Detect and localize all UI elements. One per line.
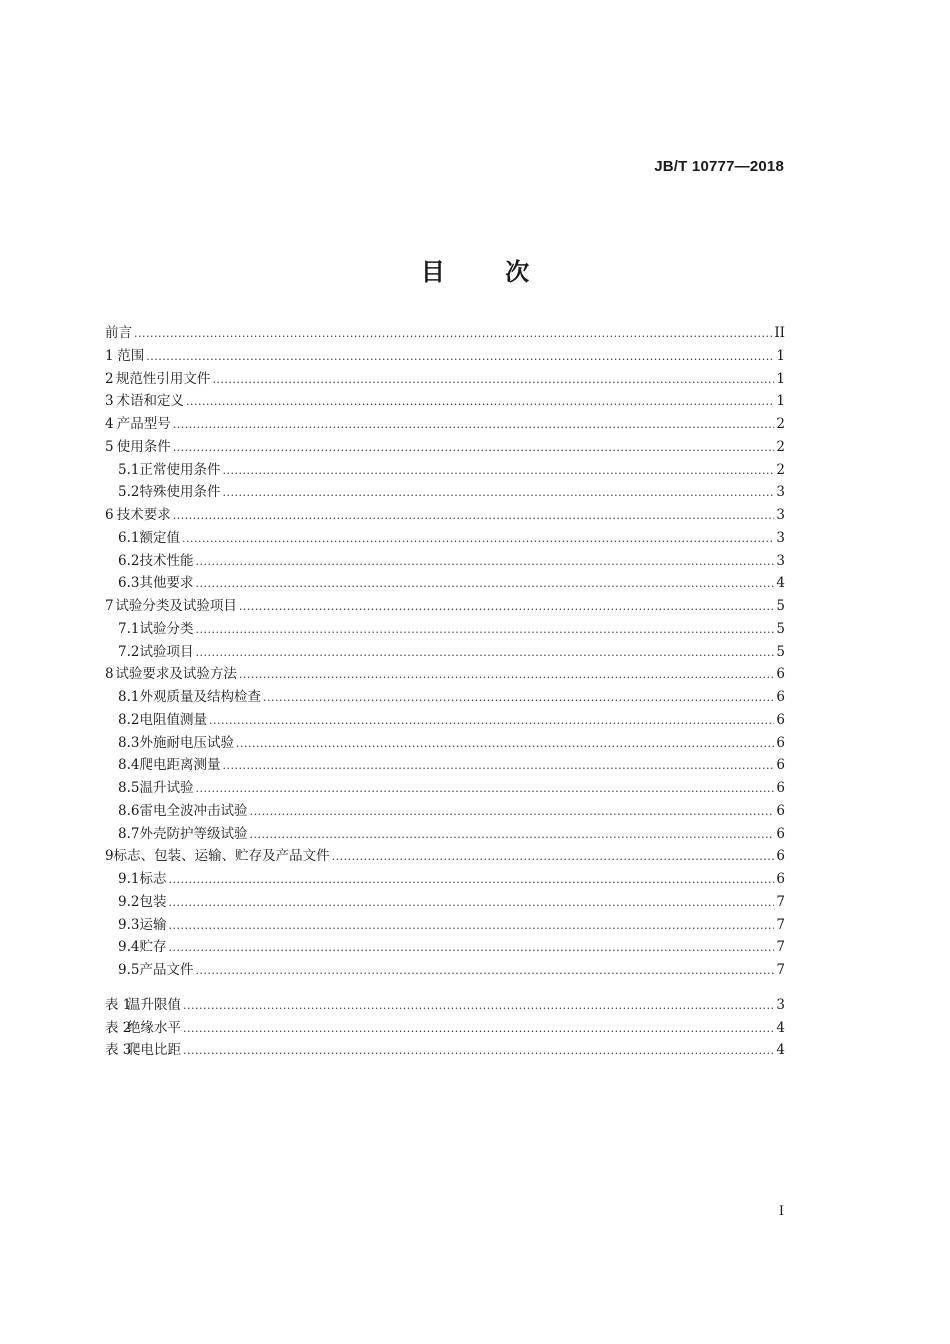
toc-entry-label: 外施耐电压试验 <box>139 734 234 751</box>
toc-entry-label: 规范性引用文件 <box>115 370 211 387</box>
toc-entry-label: 试验项目 <box>139 643 194 660</box>
dot-leader <box>173 414 775 437</box>
dot-leader <box>183 1040 774 1063</box>
toc-entry-label: 温升限值 <box>127 996 181 1013</box>
toc-entry[interactable] <box>105 368 785 391</box>
dot-leader <box>168 869 774 892</box>
toc-entry-page: II <box>774 325 785 341</box>
dot-leader <box>183 1018 774 1041</box>
toc-entry-label: 包装 <box>139 893 167 910</box>
toc-entry-page: 2 <box>776 461 785 478</box>
toc-entry-number: 4 <box>105 416 114 432</box>
table-list-entry[interactable] <box>105 994 785 1017</box>
toc-entry-label: 标志、包装、运输、贮存及产品文件 <box>113 848 330 865</box>
toc-entry-label: 爬电距离测量 <box>139 757 221 774</box>
toc-entry-label: 正常使用条件 <box>139 461 221 478</box>
toc-entry[interactable] <box>105 322 785 345</box>
toc-entry[interactable] <box>105 959 785 982</box>
toc-entry-number: 表 1 <box>105 996 132 1013</box>
toc-entry-label: 额定值 <box>139 529 180 546</box>
toc-entry[interactable] <box>105 618 785 641</box>
toc-entry-label: 技术性能 <box>139 552 194 569</box>
dot-leader <box>222 755 774 778</box>
toc-entry[interactable] <box>105 595 785 618</box>
toc-entry-label: 试验分类及试验项目 <box>115 598 237 614</box>
toc-entry-page: 6 <box>776 711 785 728</box>
toc-entry-number: 8.6 <box>118 802 140 819</box>
toc-entry-label: 标志 <box>139 871 167 887</box>
toc-entry-label: 产品文件 <box>139 962 194 978</box>
title-char-2: 次 <box>505 258 530 286</box>
toc-entry-number: 7 <box>105 598 114 614</box>
dot-leader <box>195 573 774 596</box>
toc-entry-page: 6 <box>776 825 785 842</box>
title-char-1: 目 <box>420 258 445 286</box>
toc-entry-page: 4 <box>776 575 785 592</box>
toc-entry-label: 雷电全波冲击试验 <box>139 802 248 819</box>
toc-entry[interactable] <box>105 914 785 937</box>
dot-leader <box>182 528 774 551</box>
dot-leader <box>146 346 774 369</box>
toc-entry-page: 6 <box>776 780 785 796</box>
toc-entry-page: 6 <box>776 689 785 705</box>
toc-entry-label: 外观质量及结构检查 <box>139 689 261 705</box>
toc-entry-number: 8.1 <box>118 689 140 705</box>
table-list-entry[interactable] <box>105 1017 785 1040</box>
toc-entry-page: 6 <box>776 734 785 751</box>
dot-leader <box>249 801 774 824</box>
toc-entry-number: 9 <box>105 848 114 865</box>
table-of-contents <box>105 322 785 1062</box>
toc-entry-number: 8.7 <box>118 825 140 842</box>
toc-entry-label: 技术要求 <box>116 507 171 523</box>
dot-leader <box>173 505 775 528</box>
document-code: JB/T 10777—2018 <box>654 158 784 175</box>
toc-entry-page: 6 <box>776 802 785 819</box>
dot-leader <box>195 778 774 801</box>
toc-entry-page: 1 <box>776 347 785 364</box>
toc-entry-number: 6.2 <box>118 552 140 569</box>
section-gap <box>105 982 785 994</box>
dot-leader <box>134 323 772 346</box>
toc-entry-page: 7 <box>776 939 785 956</box>
toc-entry-page: 7 <box>776 916 785 933</box>
toc-entry-number: 5.2 <box>118 484 140 501</box>
footer-page-number: I <box>778 1204 784 1219</box>
toc-entry-number: 7.2 <box>118 643 140 660</box>
toc-entry-number: 9.5 <box>118 962 140 978</box>
dot-leader <box>222 482 774 505</box>
toc-entry-number: 表 2 <box>105 1019 132 1036</box>
dot-leader <box>183 995 774 1018</box>
dot-leader <box>263 687 774 710</box>
dot-leader <box>209 710 774 733</box>
toc-entry-number: 9.1 <box>118 871 140 887</box>
toc-entry-number: 6.1 <box>118 529 140 546</box>
toc-entry-number: 7.1 <box>118 620 140 637</box>
toc-entry-page: 2 <box>776 416 785 432</box>
toc-entry[interactable] <box>105 686 785 709</box>
toc-entry[interactable] <box>105 823 785 846</box>
toc-entry[interactable] <box>105 436 785 459</box>
toc-entry[interactable] <box>105 732 785 755</box>
toc-entry-number: 8.4 <box>118 757 140 774</box>
toc-entry-page: 3 <box>776 996 785 1013</box>
toc-entry-page: 7 <box>776 962 785 978</box>
toc-entry-number: 5.1 <box>118 461 140 478</box>
dot-leader <box>195 960 774 983</box>
toc-entry[interactable] <box>105 345 785 368</box>
toc-entry-number: 9.2 <box>118 893 140 910</box>
toc-entry-number: 8 <box>105 666 114 683</box>
toc-entry-label: 产品型号 <box>116 416 171 432</box>
toc-entry-label: 温升试验 <box>139 780 194 796</box>
dot-leader <box>168 915 774 938</box>
toc-entry-page: 7 <box>776 893 785 910</box>
dot-leader <box>195 619 774 642</box>
toc-entry-page: 6 <box>776 848 785 865</box>
toc-entry[interactable] <box>105 709 785 732</box>
toc-entry-page: 5 <box>776 643 785 660</box>
toc-entry-number: 8.3 <box>118 734 140 751</box>
toc-entry-label: 特殊使用条件 <box>139 484 221 501</box>
toc-entry-number: 3 <box>105 393 114 410</box>
toc-entry[interactable] <box>105 527 785 550</box>
toc-entry-label: 前言 <box>105 325 132 341</box>
toc-entry[interactable] <box>105 800 785 823</box>
toc-entry-page: 6 <box>776 871 785 887</box>
toc-entry-page: 5 <box>776 620 785 637</box>
toc-entry-number: 2 <box>105 370 114 387</box>
toc-entry[interactable] <box>105 550 785 573</box>
toc-entry-label: 其他要求 <box>139 575 194 592</box>
toc-entry[interactable] <box>105 641 785 664</box>
toc-entry-page: 1 <box>776 393 785 410</box>
toc-entry-page: 3 <box>776 529 785 546</box>
toc-entry-page: 6 <box>776 757 785 774</box>
toc-entry-page: 3 <box>776 552 785 569</box>
toc-entry-page: 4 <box>776 1019 785 1036</box>
dot-leader <box>168 892 774 915</box>
toc-entry-number: 9.4 <box>118 939 140 956</box>
dot-leader <box>212 369 774 392</box>
toc-entry-page: 3 <box>776 507 785 523</box>
toc-entry-page: 1 <box>776 370 785 387</box>
toc-entry-number: 8.5 <box>118 780 140 796</box>
toc-entry[interactable] <box>105 572 785 595</box>
toc-entry-page: 5 <box>776 598 785 614</box>
toc-entry-page: 3 <box>776 484 785 501</box>
toc-entry[interactable] <box>105 777 785 800</box>
toc-entry-label: 试验分类 <box>139 620 194 637</box>
toc-entry[interactable] <box>105 754 785 777</box>
dot-leader <box>222 460 774 483</box>
toc-entry[interactable] <box>105 481 785 504</box>
dot-leader <box>249 824 774 847</box>
page-title <box>0 252 950 287</box>
toc-entry[interactable] <box>105 845 785 868</box>
toc-entry-page: 6 <box>776 666 785 683</box>
toc-entry-label: 绝缘水平 <box>127 1019 181 1036</box>
toc-entry-label: 电阻值测量 <box>139 711 207 728</box>
toc-entry[interactable] <box>105 663 785 686</box>
toc-entry-number: 9.3 <box>118 916 140 933</box>
dot-leader <box>173 437 775 460</box>
dot-leader <box>195 642 774 665</box>
toc-entry-number: 表 3 <box>105 1042 132 1059</box>
dot-leader <box>239 596 774 619</box>
toc-entry[interactable] <box>105 504 785 527</box>
toc-entry-page: 4 <box>776 1042 785 1059</box>
toc-entry[interactable] <box>105 459 785 482</box>
toc-entry-page: 2 <box>776 438 785 455</box>
dot-leader <box>332 846 775 869</box>
dot-leader <box>239 664 774 687</box>
toc-entry-number: 5 <box>105 438 114 455</box>
table-list-entry[interactable] <box>105 1039 785 1062</box>
toc-entry[interactable] <box>105 413 785 436</box>
toc-entry-label: 术语和定义 <box>116 393 184 410</box>
dot-leader <box>168 937 774 960</box>
toc-entry-number: 6.3 <box>118 575 140 592</box>
toc-entry-number: 1 <box>105 347 114 364</box>
dot-leader <box>236 733 774 756</box>
toc-entry-number: 6 <box>105 507 114 523</box>
toc-entry-label: 外壳防护等级试验 <box>139 825 248 842</box>
toc-entry-number: 8.2 <box>118 711 140 728</box>
toc-entry-label: 范围 <box>117 347 145 364</box>
dot-leader <box>195 551 774 574</box>
toc-entry-label: 运输 <box>139 916 167 933</box>
toc-entry[interactable] <box>105 390 785 413</box>
toc-entry-label: 试验要求及试验方法 <box>115 666 237 683</box>
toc-entry[interactable] <box>105 868 785 891</box>
toc-entry-label: 贮存 <box>139 939 167 956</box>
toc-entry[interactable] <box>105 891 785 914</box>
dot-leader <box>186 391 774 414</box>
toc-entry[interactable] <box>105 936 785 959</box>
toc-entry-label: 使用条件 <box>116 438 171 455</box>
toc-entry-label: 爬电比距 <box>127 1042 181 1059</box>
